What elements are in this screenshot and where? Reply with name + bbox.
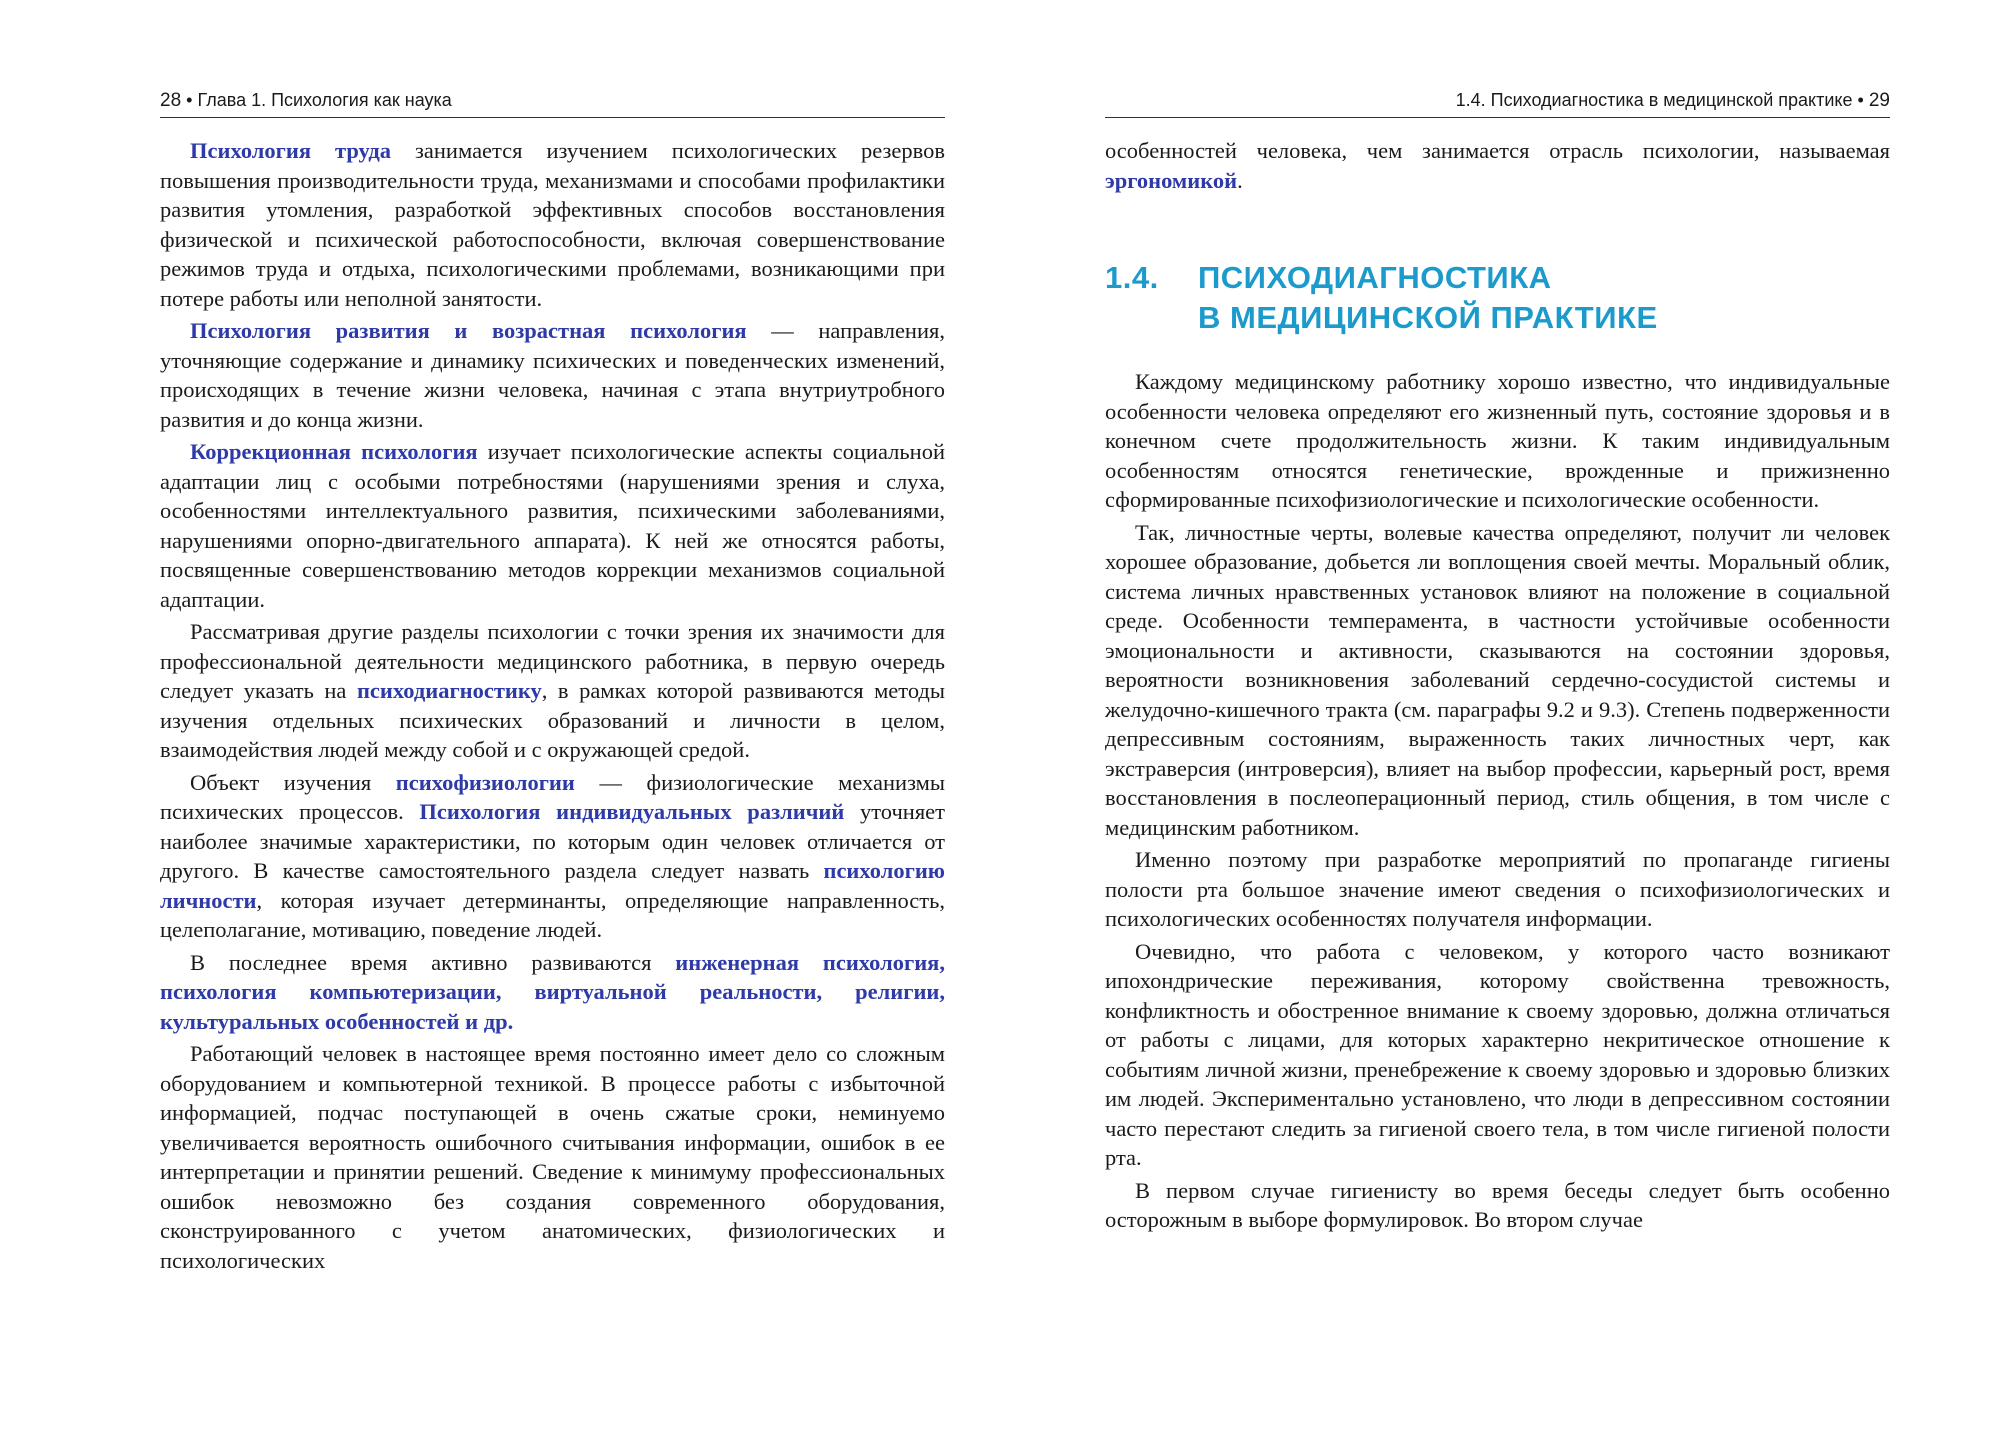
paragraph-text: , в рамках которой развиваются методы изучения отдельных психических образований и личности в целом, взаимодействия людей между собой и с окружающей средой. bbox=[160, 678, 945, 762]
paragraph-engineering-psychology bbox=[160, 948, 945, 1037]
term-engineering-psychology: инженерная психология, психология компьютеризации, виртуальной реальности, религии, культуральных особенностей и др. bbox=[160, 949, 945, 1034]
paragraph: Именно поэтому при разработке мероприятий по пропаганде гигиены полости рта большое значение имеют сведения о психофизиологических и психологических особенностях получателя информации. bbox=[1105, 847, 1890, 931]
paragraph: В первом случае гигиенисту во время беседы следует быть особенно осторожным в выборе формулировок. Во втором случае bbox=[1105, 1177, 1890, 1232]
term-labor-psychology: Психология труда bbox=[190, 138, 392, 163]
paragraph-text: , которая изучает детерминанты, определяющие направленность, целеполагание, мотивацию, поведение людей. bbox=[160, 887, 945, 942]
section-title: 1.4. Психодиагностика в медицинской практике bbox=[1455, 90, 1853, 110]
paragraph-working-person bbox=[160, 1039, 945, 1275]
section-heading-title bbox=[1198, 258, 1858, 338]
left-page-number: 28 bbox=[160, 90, 182, 111]
paragraph: Очевидно, что работа с человеком, у которого часто возникают ипохондрические переживания, которому свойственна тревожность, конфликтность и обостренное внимание к своему здоровью, должна отличаться от работы с лицами, для которых характерно некритическое отношение к событиям личной жизни, пренебрежение к своему здоровью и здоровью близких им людей. Экспериментально установлено, что люди в депрессивном состоянии часто перестают следить за гигиеной своего тела, в том числе гигиеной полости рта. bbox=[1105, 938, 1890, 1170]
paragraph-ergonomics bbox=[1105, 136, 1890, 195]
paragraph-text: занимается изучением психологических резервов повышения производительности труда, механизмами и способами профилактики развития утомления, разработкой эффективных способов восстановления физической и психической работоспособности, включая совершенствование режимов труда и отдыха, психологическими проблемами, возникающими при потере работы или неполной занятости. bbox=[160, 138, 945, 311]
paragraph-psychodiagnostics bbox=[160, 617, 945, 765]
section-heading-line-1: ПСИХОДИАГНОСТИКА bbox=[1198, 260, 1552, 295]
header-bullet: • bbox=[186, 90, 193, 110]
right-body-text bbox=[1105, 367, 1890, 1235]
term-ergonomics: эргономикой bbox=[1105, 167, 1238, 193]
right-page-number: 29 bbox=[1868, 90, 1890, 111]
right-page bbox=[1105, 0, 1890, 1438]
paragraph-text: Объект изучения bbox=[190, 769, 396, 795]
term-individual-differences: Психология индивидуальных различий bbox=[419, 799, 845, 824]
term-personality-psychology: психологию личности bbox=[160, 858, 945, 913]
term-psychodiagnostics: психодиагностику bbox=[356, 678, 542, 703]
paragraph-text: Работающий человек в настоящее время постоянно имеет дело со сложным оборудованием и компьютерной техникой. В процессе работы с избыточной информацией, подчас поступающей в очень сжатые сроки, неминуемо увеличивается вероятность ошибочного считывания информации, ошибок в ее интерпретации и принятии решений. Сведение к минимуму профессиональных ошибок невозможно без создания современного оборудования, сконструированного с учетом анатомических, физиологических и психологических bbox=[160, 1041, 945, 1273]
paragraph-text: В последнее время активно развиваются bbox=[190, 949, 676, 975]
paragraph: Так, личностные черты, волевые качества определяют, получит ли человек хорошее образование, добьется ли воплощения своей мечты. Моральный облик, система личных нравственных установок влияют на положение в социальной среде. Особенности темперамента, в частности устойчивые особенности эмоциональности и активности, сказываются на состоянии здоровья, вероятности возникновения заболеваний сердечно-сосудистой системы и желудочно-кишечного тракта (см. параграфы 9.2 и 9.3). Степень подверженности депрессивным состояниям, выраженность таких личностных черт, как экстраверсия (интроверсия), влияет на выбор профессии, карьерный рост, время восстановления в послеоперационный период, стиль общения, в том числе с медицинским работником. bbox=[1105, 519, 1890, 840]
paragraph-developmental-psychology bbox=[160, 316, 945, 434]
paragraph-text: изучает психологические аспекты социальной адаптации лиц с особыми потребностями (нарушениями зрения и слуха, особенностями интеллектуального развития, психическими заболеваниями, нарушениями опорно-двигательного аппарата). К ней же относятся работы, посвященные совершенствованию методов коррекции механизмов социальной адаптации. bbox=[160, 439, 945, 612]
right-running-head bbox=[1105, 90, 1890, 118]
paragraph-correctional-psychology bbox=[160, 437, 945, 614]
paragraph: Каждому медицинскому работнику хорошо известно, что индивидуальные особенности человека определяют его жизненный путь, состояние здоровья и в конечном счете продолжительность жизни. К таким индивидуальным особенностям относятся генетические, врожденные и прижизненно сформированные психофизиологические и психологические особенности. bbox=[1105, 369, 1890, 512]
chapter-title: Глава 1. Психология как наука bbox=[197, 90, 452, 110]
section-heading-line-2: В МЕДИЦИНСКОЙ ПРАКТИКЕ bbox=[1198, 300, 1658, 335]
paragraph-text: — физиологические механизмы психических процессов. bbox=[160, 769, 945, 824]
left-running-head bbox=[160, 90, 945, 118]
continuation-text bbox=[1105, 136, 1890, 195]
term-psychophysiology: психофизиологии bbox=[395, 769, 575, 795]
paragraph-text: особенностей человека, чем занимается отрасль психологии, называемая bbox=[1105, 138, 1890, 163]
section-number: 1.4. bbox=[1105, 260, 1159, 295]
header-bullet: • bbox=[1857, 90, 1864, 110]
term-developmental-psychology: Психология развития и возрастная психология bbox=[190, 318, 747, 343]
term-correctional-psychology: Коррекционная психология bbox=[190, 439, 478, 464]
left-page bbox=[160, 0, 945, 1438]
paragraph-labor-psychology bbox=[160, 136, 945, 313]
paragraph-psychophysiology bbox=[160, 768, 945, 945]
paragraph-text: — направления, уточняющие содержание и динамику психических и поведенческих изменений, происходящих в течение жизни человека, начиная с этапа внутриутробного развития и до конца жизни. bbox=[160, 318, 945, 432]
paragraph-text: уточняет наиболее значимые характеристики, по которым один человек отличается от другого. В качестве самостоятельного раздела следует назвать bbox=[160, 799, 945, 883]
left-body-text bbox=[160, 136, 945, 1275]
paragraph-text: . bbox=[1237, 167, 1243, 193]
paragraph-text: Рассматривая другие разделы психологии с точки зрения их значимости для профессиональной деятельности медицинского работника, в первую очередь следует указать на bbox=[160, 619, 945, 703]
